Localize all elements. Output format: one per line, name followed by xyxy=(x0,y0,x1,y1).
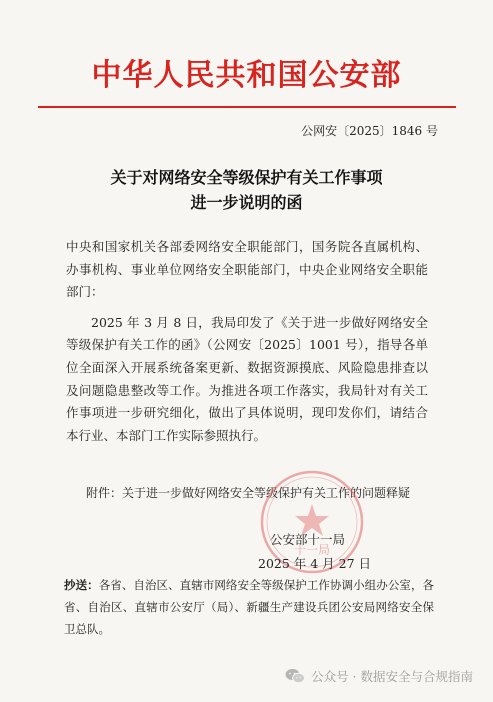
document-title-line-2: 进一步说明的函 xyxy=(190,193,303,212)
signature-date: 2025 年 4 月 27 日 xyxy=(258,556,372,571)
attachment-line: 附件：关于进一步做好网络安全等级保护有关工作的问题释疑 xyxy=(86,486,411,500)
document-body xyxy=(66,236,428,447)
wechat-icon xyxy=(285,668,305,684)
cc-block xyxy=(64,574,434,640)
signature-org: 公安部十一局 xyxy=(270,532,346,547)
watermark xyxy=(285,667,473,685)
main-paragraph: 2025 年 3 月 8 日，我局印发了《关于进一步做好网络安全等级保护有关工作的函》（公网安〔2025〕1001 号），指导各单位全面深入开展系统备案更新、数据资源摸底、风险隐患排查以及问题隐患整改等工作。为推进各项工作落实，我局针对有关工作事项进一步研究细化，做出了具体说明，现印发你们，请结合本行业、本部门工作实际参照执行。 xyxy=(66,314,428,443)
document-title xyxy=(0,165,493,215)
cc-label: 抄送： xyxy=(64,578,99,592)
cc-text: 各省、自治区、直辖市网络安全等级保护工作协调小组办公室，各省、自治区、直辖市公安厅（局）、新疆生产建设兵团公安局网络安全保卫总队。 xyxy=(64,578,435,636)
masthead-red-rule xyxy=(38,106,456,108)
watermark-text: 公众号 · 数据安全与合规指南 xyxy=(311,669,473,684)
recipients-paragraph: 中央和国家机关各部委网络安全职能部门，国务院各直属机构、办事机构、事业单位网络安全职能部门，中央企业网络安全职能部门： xyxy=(66,239,428,300)
document-title-line-1: 关于对网络安全等级保护有关工作事项 xyxy=(110,168,383,187)
document-number: 公网安〔2025〕1846 号 xyxy=(301,124,438,138)
seal-text: 十一局 xyxy=(293,543,331,557)
masthead-title: 中华人民共和国公安部 xyxy=(91,58,402,93)
